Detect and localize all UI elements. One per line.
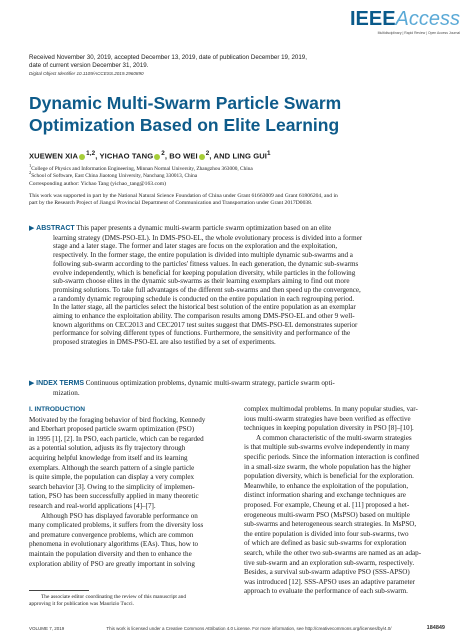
abstract-line: evolve independently, which is beneficial for keeping population diversity, while particles in the following <box>53 268 356 277</box>
abstract-line: a randomly dynamic regrouping schedule is conducted on the entire population in each regrouping period. <box>53 294 355 303</box>
section-heading: I. INTRODUCTION <box>29 406 86 413</box>
footnote: The associate editor coordinating the review of this manuscript and approving it for publication was Maurizio Tucci. <box>29 590 234 608</box>
abstract-line: stage and a later stage. The former and later stages are focus on the exploration and the exploitation, <box>53 242 338 251</box>
abstract-label: ABSTRACT <box>36 225 75 232</box>
page-number: 184849 <box>426 625 445 631</box>
abstract-line: aiming to enhance the exploitation ability. The comparison results among DMS-PSO-EL and other 9 well- <box>53 312 355 321</box>
abstract-line: promising solutions. To take full advantages of the different sub-swarms and then speed up the convergence, <box>53 285 361 294</box>
index-terms: ▶ INDEX TERMS Continuous optimization problems, dynamic multi-swarm strategy, particle swarm opti- mization. <box>29 379 335 397</box>
orcid-icon[interactable] <box>79 154 85 160</box>
author-affil: 2 <box>161 150 165 157</box>
affiliation-1: $^1$College of Physics and Information Engineering, Minnan Normal University, Zhangzhou 363000, China <box>29 163 253 172</box>
abstract-line: respectively. In the former stage, the entire population is divided into multiple dynamic sub-swarms and a <box>53 251 353 260</box>
column-left: I. INTRODUCTION Motivated by the foraging behavior of bird flocking, Kennedy and Eberhart proposed particle swarm optimization (PSO) in 1995 [1], [2]. In PSO, each particle, which can be regarded as a potential solution, adjusts its fly trajectory through acquiring helpful knowledge from itself and its learning exemplars. Although the search pattern of a single particle is quite simple, the population can display a very complex search behavior [3]. Owing to the simplicity of implemen- tation, PSO has been successfully applied in many theoretic research and real-world applications [4]–[7]. Although PSO has displayed favorable performance on many complicated problems, it suffers from the diversity loss and premature convergence problems, which are common phenomena in evolutionary algorithms (EAs). Thus, how to maintain the population diversity and then to enhance the exploration ability of PSO are greatly important in solving <box>29 405 234 569</box>
logo-access: Access <box>395 8 460 30</box>
author-name: XUEWEN XIA <box>29 151 79 161</box>
column-right: complex multimodal problems. In many popular studies, var- ious multi-swarm strategies have been verified as effective techniques in keeping population diversity in PSO [8]–[10]. A common characteristic of the multi-swarm strategies is that multiple sub-swarms evolve independently in many specific periods. Since the information interaction is confined in a small-size swarm, the whole population has the higher population diversity, which is beneficial for the exploration. Meanwhile, to enhance the exploitation of the population, distinct information sharing and exchange techniques are proposed. For example, Cheung et al. [11] proposed a het- erogeneous multi-swarm PSO (MsPSO) based on multiple sub-swarms and heterogeneous search strategies. In MsPSO, the entire population is divided into four sub-swarms, two of which are defined as basic sub-swarms for exploration search, while the other two sub-swarms are named as an adap- tive sub-swarm and an exploration sub-swarm, respectively. Besides, a survival sub-swarm adaptive PSO (SSS-APSO) was introduced [12]. SSS-APSO uses an adaptive parameter approach to evaluate the performance of each sub-swarm. <box>244 405 422 596</box>
arrow-icon: ▶ <box>29 224 35 232</box>
abstract-line: learning strategy (DMS-PSO-EL). In DMS-PSO-EL, the whole evolutionary process is divided into a former <box>53 233 363 242</box>
author-name: LING GUI <box>232 151 268 161</box>
author-name: YICHAO TANG <box>99 151 154 161</box>
logo-tagline: Multidisciplinary | Rapid Review | Open Access Journal <box>377 31 460 35</box>
abstract-line: ▶ ABSTRACT This paper presents a dynamic multi-swarm particle swarm optimization based on an elite <box>29 224 332 232</box>
abstract <box>29 224 447 347</box>
author-affil: 2 <box>205 150 210 157</box>
arrow-icon: ▶ <box>29 379 35 387</box>
author-name: BO WEI <box>169 151 198 161</box>
abstract-line: proposed strategies in DMS-PSO-EL are also testified by a set of experiments. <box>53 338 276 347</box>
abstract-line: performance for solving different types of functions. Furthermore, the sensitivity and performance of the <box>53 329 351 338</box>
funding-note: This work was supported in part by the National Natural Science Foundation of China under Grant 61663009 and Grant 61806204, and in part by the Research Project of Jiangxi Provincial Department of Communication and Transportation under Grant 2017D0038. <box>29 193 338 206</box>
orcid-icon[interactable] <box>154 154 160 160</box>
author-affil: 1 <box>267 150 271 157</box>
volume-label: VOLUME 7, 2019 <box>29 626 65 631</box>
abstract-line: known algorithms on CEC2013 and CEC2017 test suites suggest that DMS-PSO-EL demonstrates superior <box>53 320 358 329</box>
dates-line-1: Received November 30, 2019, accepted December 13, 2019, date of publication December 19, 2019, <box>29 54 307 61</box>
abstract-line: following sub-swarm according to the particles' fitness values. In each generation, the dynamic sub-swarms <box>53 259 359 268</box>
footnote-rule <box>29 590 89 591</box>
journal-logo <box>338 9 460 35</box>
abstract-line: sub-swarm choose elites in the dynamic sub-swarms as their learning exemplars aiming to find out more <box>53 277 350 286</box>
affiliation-2: $^2$School of Software, East China Jiaotong University, Nanchang 330013, China <box>29 170 198 179</box>
abstract-line: In the latter stage, all the particles select the historical best solution of the entire population as an exemplar <box>53 303 356 312</box>
license-link[interactable]: This work is licensed under a Creative Commons Attribution 4.0 License. For more information, see http://creativecommons.org/licenses/by/4.0/ <box>106 626 392 631</box>
dates-line-2: date of current version December 31, 2019. <box>29 62 149 69</box>
title-line-1: Dynamic Multi-Swarm Particle Swarm <box>29 93 342 113</box>
doi: Digital Object Identifier 10.1109/ACCESS.2019.2960890 <box>29 71 144 76</box>
author-affil: 1,2 <box>86 150 96 157</box>
index-terms-label: INDEX TERMS <box>36 380 85 387</box>
author-list: XUEWEN XIA $^{1,2}$, YICHAO TANG $^2$, BO WEI $^2$, AND LING GUI$^1$ <box>29 150 271 161</box>
corresponding-author: Corresponding author: Yichao Tang (yichao_tang@163.com) <box>29 181 166 187</box>
title-line-2: Optimization Based on Elite Learning <box>29 115 340 135</box>
orcid-icon[interactable] <box>199 154 205 160</box>
publication-dates <box>29 54 449 70</box>
logo-ieee: IEEE <box>349 8 396 30</box>
paper-title <box>29 92 459 136</box>
